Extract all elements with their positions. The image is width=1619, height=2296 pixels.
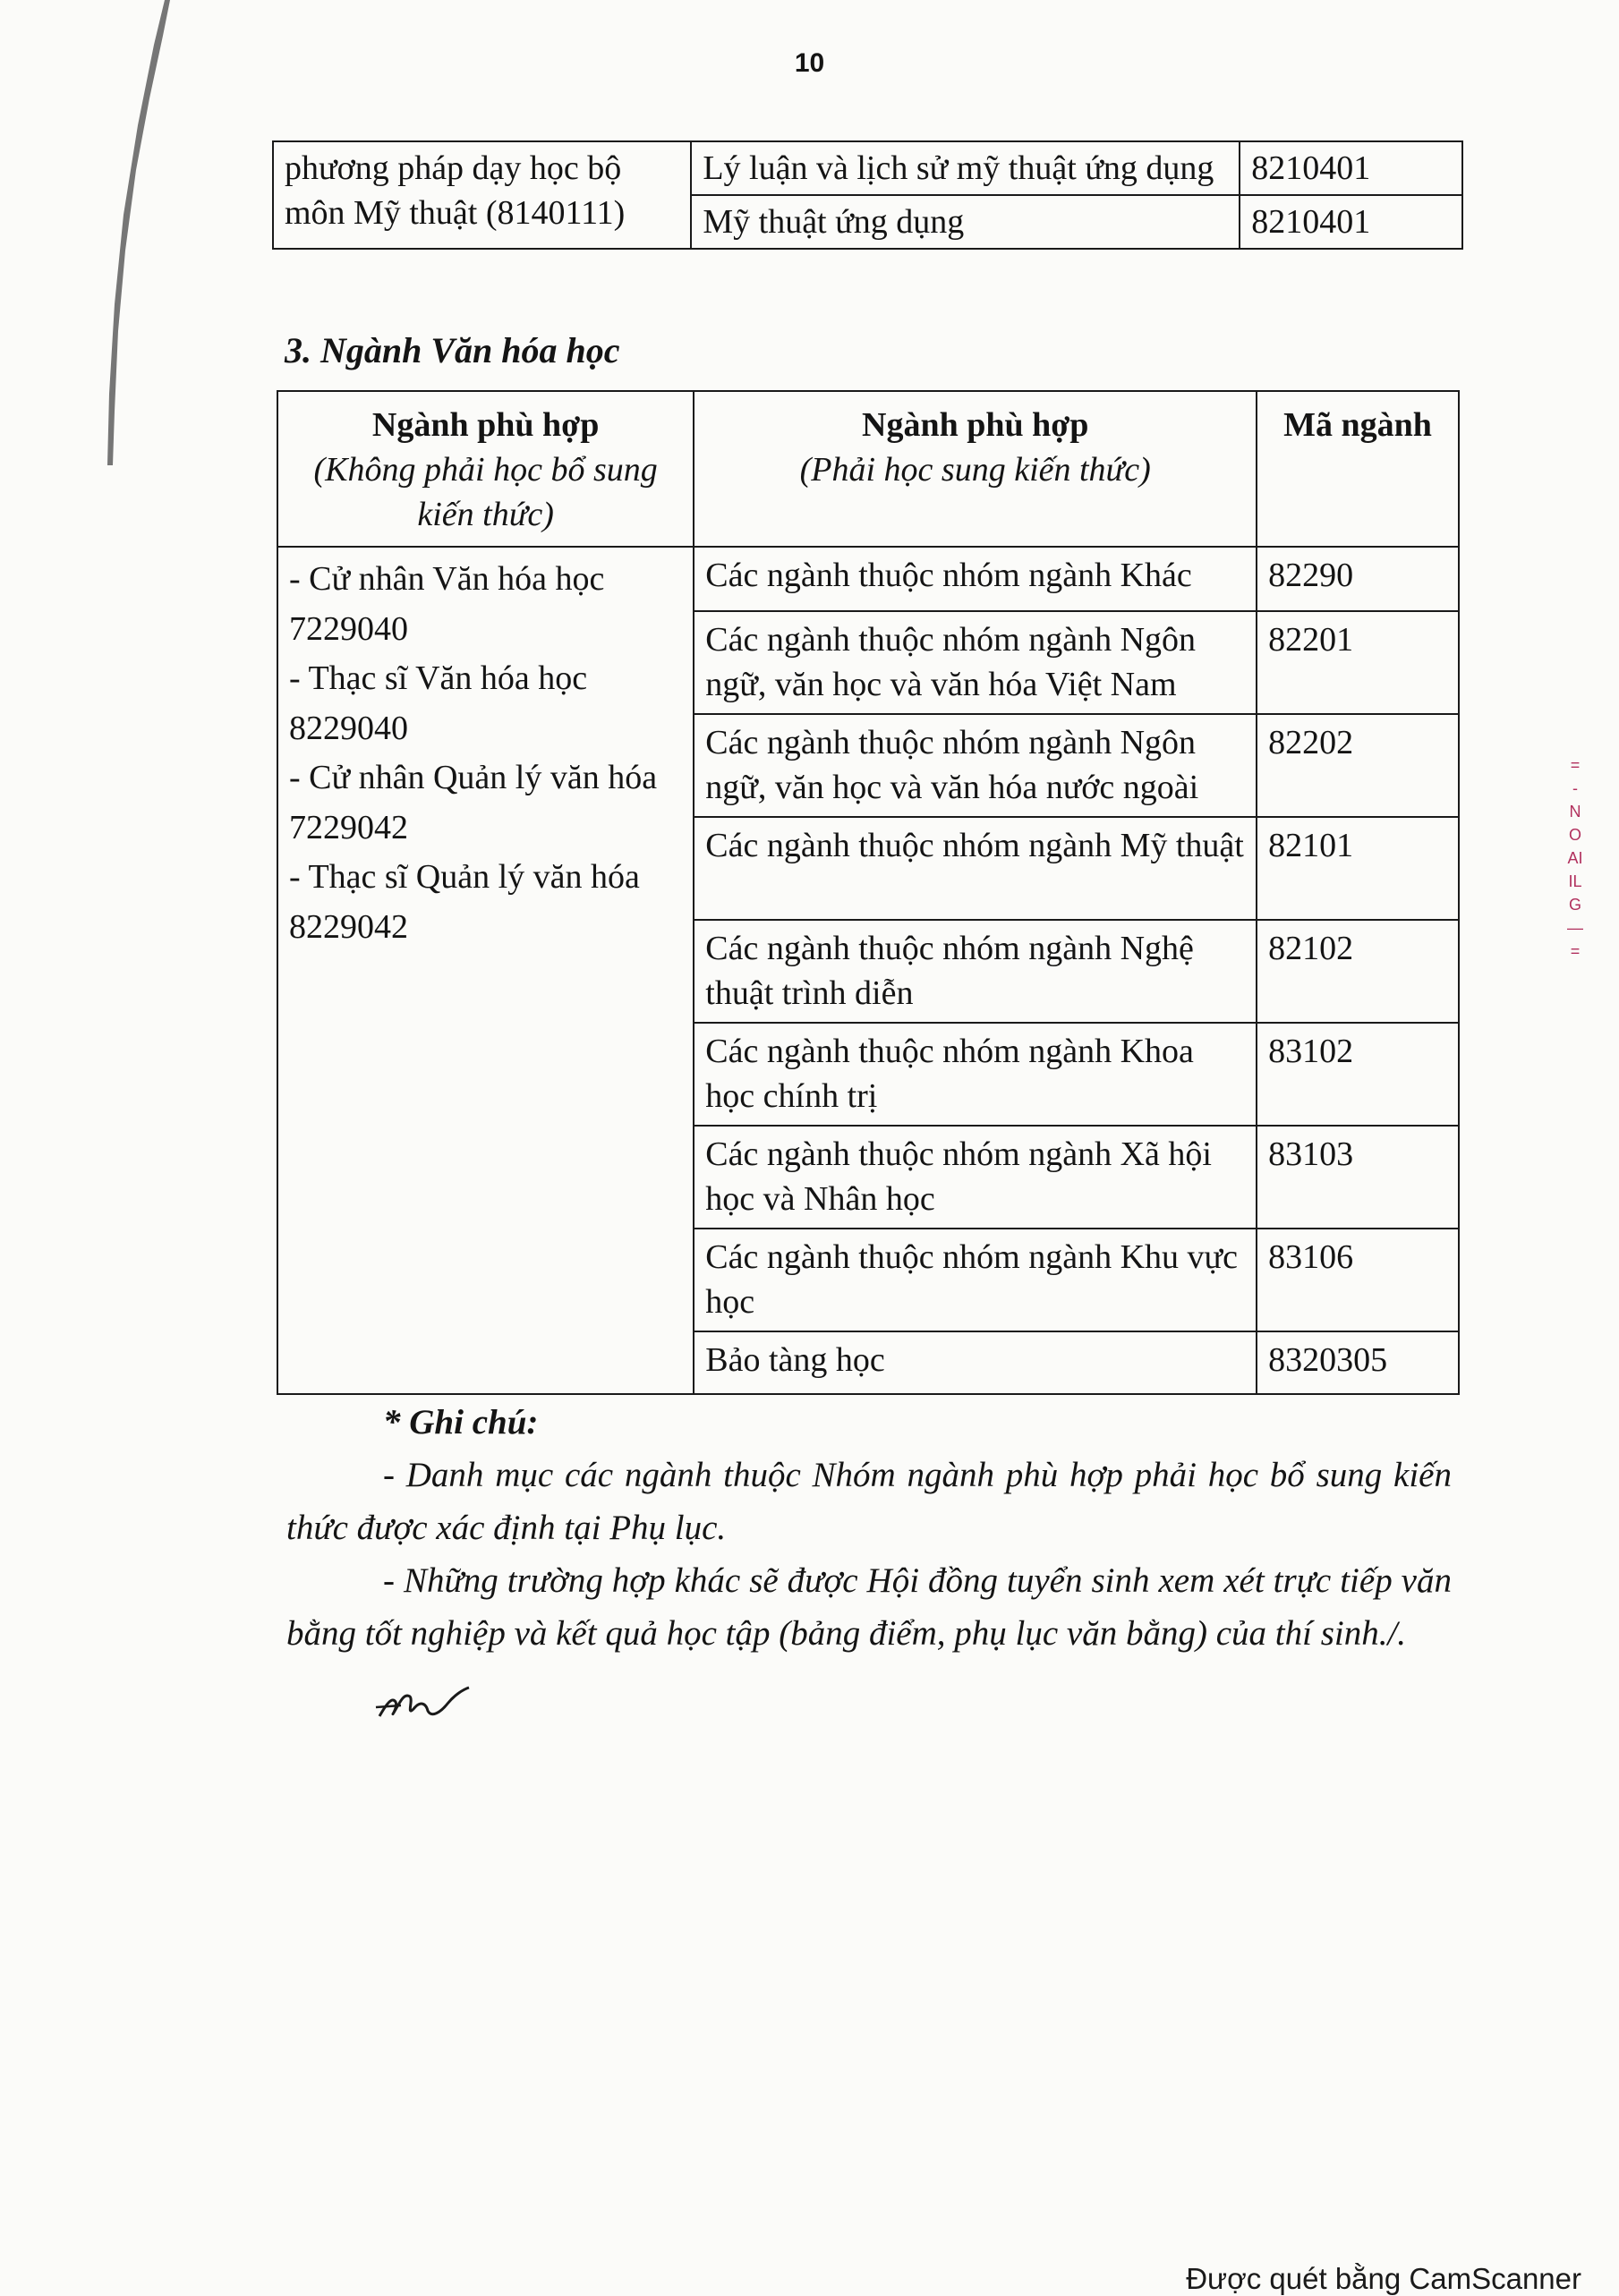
major-name-cell: Các ngành thuộc nhóm ngành Xã hội học và Nhân học xyxy=(694,1126,1257,1229)
notes-title: * Ghi chú: xyxy=(383,1403,539,1441)
note-line: - Danh mục các ngành thuộc Nhóm ngành phù hợp phải học bổ sung kiến thức được xác định tại Phụ lục. xyxy=(286,1456,1452,1547)
qualification-list-cell xyxy=(277,547,694,1394)
section-heading: 3. Ngành Văn hóa học xyxy=(285,330,620,370)
major-name-cell: Các ngành thuộc nhóm ngành Nghệ thuật trình diễn xyxy=(694,920,1257,1023)
table-top xyxy=(272,140,1463,250)
signature-mark xyxy=(374,1677,473,1727)
qualification-line: 8229040 xyxy=(289,709,408,747)
table-cell: Mỹ thuật ứng dụng xyxy=(691,195,1240,249)
major-name-cell: Bảo tàng học xyxy=(694,1331,1257,1394)
stamp-mark: IL xyxy=(1568,872,1582,890)
qualification-line: 7229040 xyxy=(289,609,408,648)
qualification-line: 8229042 xyxy=(289,907,408,946)
table-cell: Lý luận và lịch sử mỹ thuật ứng dụng xyxy=(691,141,1240,195)
major-code-cell: 82101 xyxy=(1257,817,1459,920)
major-name-cell: Các ngành thuộc nhóm ngành Khu vực học xyxy=(694,1229,1257,1331)
stamp-mark: O xyxy=(1568,826,1581,844)
major-code-cell: 8320305 xyxy=(1257,1331,1459,1394)
stamp-mark: N xyxy=(1569,803,1581,821)
major-code-cell: 82290 xyxy=(1257,547,1459,611)
table-main xyxy=(277,390,1460,1395)
major-code-cell: 82102 xyxy=(1257,920,1459,1023)
stamp-mark: = xyxy=(1570,942,1581,960)
stamp-mark: - xyxy=(1572,779,1578,797)
major-code-cell: 83102 xyxy=(1257,1023,1459,1126)
major-name-cell: Các ngành thuộc nhóm ngành Khác xyxy=(694,547,1257,611)
side-stamp-marks xyxy=(1562,753,1589,963)
table-row xyxy=(273,141,1462,195)
header-subtitle: (Không phải học bổ sung kiến thức) xyxy=(313,451,658,533)
major-code-cell: 83106 xyxy=(1257,1229,1459,1331)
header-title: Ngành phù hợp xyxy=(371,406,600,444)
major-code-cell: 82202 xyxy=(1257,714,1459,817)
major-code-cell: 83103 xyxy=(1257,1126,1459,1229)
stamp-mark: G xyxy=(1568,896,1581,914)
header-subtitle: (Phải học sung kiến thức) xyxy=(799,451,1151,489)
header-title: Ngành phù hợp xyxy=(862,406,1089,444)
major-name-cell: Các ngành thuộc nhóm ngành Mỹ thuật xyxy=(694,817,1257,920)
qualification-line: - Thạc sĩ Văn hóa học xyxy=(289,659,588,697)
major-name-cell: Các ngành thuộc nhóm ngành Khoa học chính trị xyxy=(694,1023,1257,1126)
stamp-mark: AI xyxy=(1567,849,1583,867)
table-cell: phương pháp dạy học bộ môn Mỹ thuật (8140111) xyxy=(273,141,691,249)
qualification-line: 7229042 xyxy=(289,808,408,846)
qualification-line: - Cử nhân Quản lý văn hóa xyxy=(289,759,658,796)
note-line: - Những trường hợp khác sẽ được Hội đồng tuyển sinh xem xét trực tiếp văn bằng tốt nghiệp và kết quả học tập (bảng điểm, phụ lục văn bằng) của thí sinh./. xyxy=(286,1561,1452,1653)
notes-block xyxy=(286,1396,1452,1660)
major-name-cell: Các ngành thuộc nhóm ngành Ngôn ngữ, văn học và văn hóa Việt Nam xyxy=(694,611,1257,714)
major-name-cell: Các ngành thuộc nhóm ngành Ngôn ngữ, văn học và văn hóa nước ngoài xyxy=(694,714,1257,817)
header-cell xyxy=(277,391,694,547)
page-number: 10 xyxy=(794,48,825,78)
scanner-watermark: Được quét bằng CamScanner xyxy=(1186,2262,1581,2295)
header-cell xyxy=(1257,391,1459,547)
stamp-mark: — xyxy=(1567,919,1583,937)
stamp-mark: = xyxy=(1570,756,1581,774)
table-row xyxy=(277,547,1459,611)
table-cell: 8210401 xyxy=(1240,195,1462,249)
qualification-line: - Cử nhân Văn hóa học xyxy=(289,560,605,598)
table-cell: 8210401 xyxy=(1240,141,1462,195)
table-header-row xyxy=(277,391,1459,547)
major-code-cell: 82201 xyxy=(1257,611,1459,714)
header-cell xyxy=(694,391,1257,547)
qualification-line: - Thạc sĩ Quản lý văn hóa xyxy=(289,858,640,896)
header-title: Mã ngành xyxy=(1283,406,1432,444)
scan-edge-shadow xyxy=(55,0,172,465)
